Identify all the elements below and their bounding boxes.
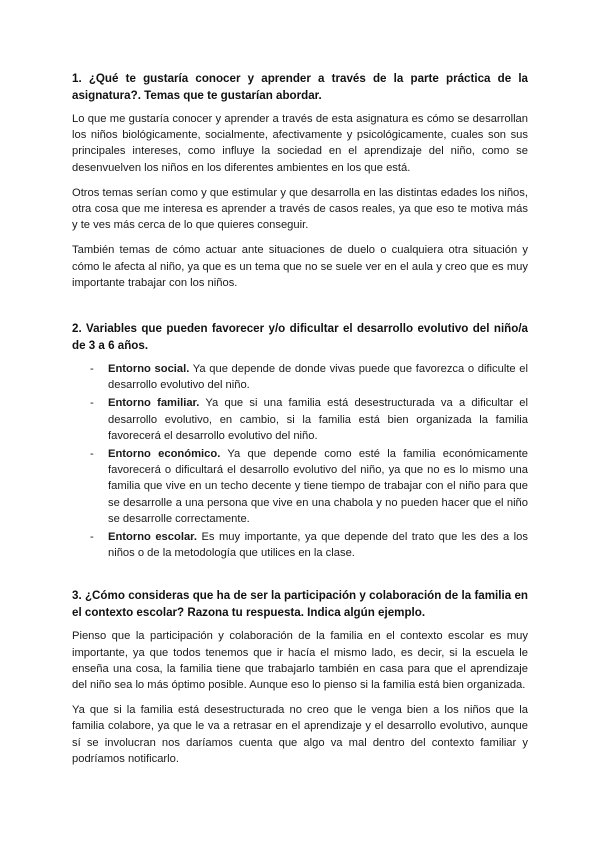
list-item-term: Entorno económico. [108, 448, 221, 461]
question-1-paragraph-3: También temas de cómo actuar ante situaciones de duelo o cualquiera otra situación y cómo le afecta al niño, ya que es un tema que no se suele ver en el aula y creo que es muy importante trabajar con los niños. [72, 244, 528, 289]
list-item-text: Ya que depende como esté la familia económicamente favorecerá o dificultará el desarrollo evolutivo del niño, ya que no es lo mismo una familia que vive en un techo decente y tiene tiempo de trabajar con el niño para que se desarrolle a una persona que vive en una chabola y no pueden hacer que el niño se desarrolle correctamente. [108, 448, 528, 525]
list-item [90, 529, 528, 561]
bullet-dash: - [90, 531, 94, 544]
question-2-heading: 2. Variables que pueden favorecer y/o dificultar el desarrollo evolutivo del niño/a de 3 a 6 años. [72, 322, 528, 353]
list-item-text: Ya que depende de donde vivas puede que favorezca o dificulte el desarrollo evolutivo del niño. [108, 363, 528, 392]
section-question-1 [72, 70, 528, 291]
section-question-2 [72, 320, 528, 561]
bullet-dash: - [90, 397, 94, 410]
list-item [90, 361, 528, 393]
question-1-paragraph-2: Otros temas serían como y que estimular y que desarrolla en las distintas edades los niños, otra cosa que me interesa es aprender a través de casos reales, ya que eso te motiva más y te ves más cerca de lo que quieres conseguir. [72, 186, 528, 232]
question-3-paragraph-2: Ya que si la familia está desestructurada no creo que le venga bien a los niños que la familia colabore, ya que le va a retrasar en el aprendizaje y el desarrollo evolutivo, aunque sí se involucran nos daríamos cuenta que algo va mal dentro del contexto familiar y podríamos notificarlo. [72, 704, 528, 765]
list-item-term: Entorno familiar. [108, 397, 200, 410]
list-item-term: Entorno social. [108, 363, 190, 376]
list-item-text: Ya que si una familia está desestructurada va a dificultar el desarrollo evolutivo, en cambio, si la familia está bien organizada la familia favorecerá el desarrollo evolutivo del niño. [108, 397, 528, 442]
list-item-text: Es muy importante, ya que depende del trato que les des a los niños o de la metodología que utilices en la clase. [108, 531, 528, 560]
bullet-dash: - [90, 448, 94, 461]
variables-list [72, 361, 528, 561]
list-item [90, 395, 528, 444]
question-3-paragraph-1: Pienso que la participación y colaboración de la familia en el contexto escolar es muy importante, ya que todos tenemos que ir hacía el mismo lado, es decir, si la escuela le enseña una cosa, la familia tiene que trabajarlo también en casa para que el aprendizaje del niño sea lo más óptimo posible. Aunque eso lo pienso si la familia está bien organizada. [72, 630, 528, 692]
list-item-term: Entorno escolar. [108, 531, 198, 544]
question-1-heading: 1. ¿Qué te gustaría conocer y aprender a través de la parte práctica de la asignatura?. Temas que te gustarían abordar. [72, 72, 528, 102]
list-item [90, 446, 528, 527]
bullet-dash: - [90, 363, 94, 376]
question-3-heading: 3. ¿Cómo consideras que ha de ser la participación y colaboración de la familia en el contexto escolar? Razona tu respuesta. Indica algún ejemplo. [72, 589, 528, 620]
section-question-3 [72, 587, 528, 767]
question-1-paragraph-1: Lo que me gustaría conocer y aprender a través de esta asignatura es cómo se desarrollan los niños biológicamente, socialmente, afectivamente y psicológicamente, cuales son sus principales intereses, como influye la sociedad en el aprendizaje del niño, como se desenvuelven los niños en los diferentes ambientes en los que está. [72, 113, 528, 174]
